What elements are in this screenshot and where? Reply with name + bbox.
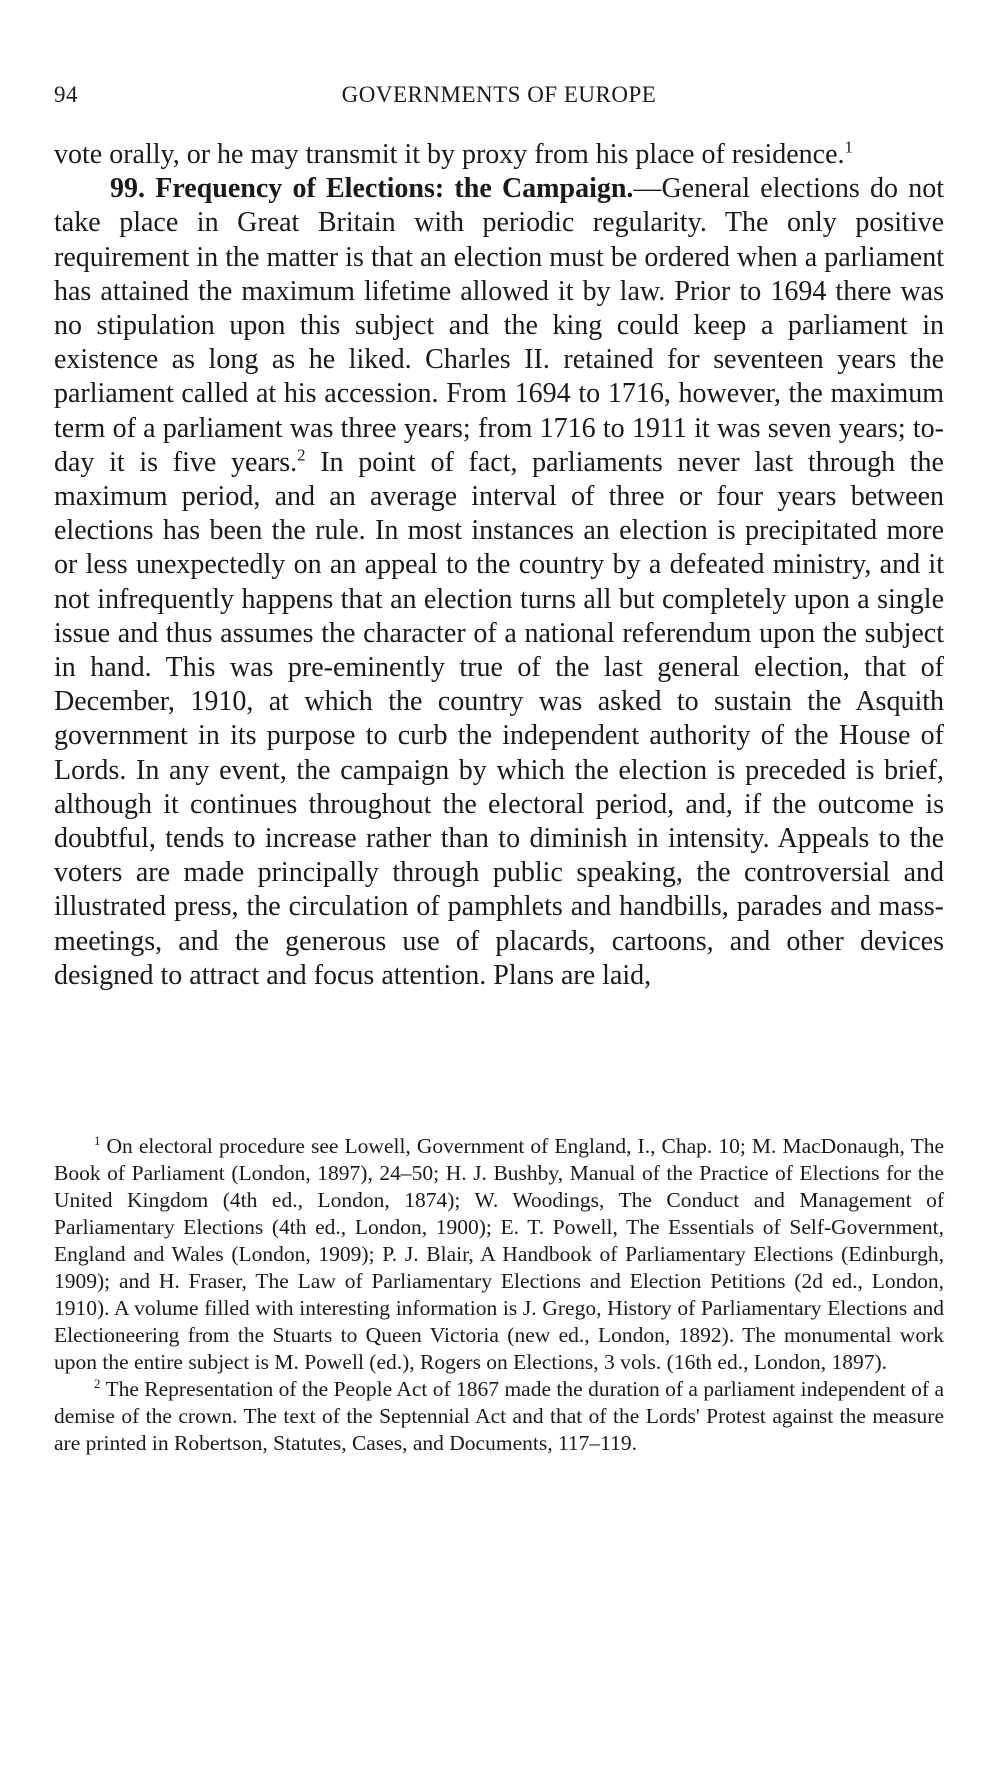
paragraph-section-99: [54, 172, 944, 993]
paragraph-text: vote orally, or he may transmit it by proxy from his place of residence.: [54, 139, 845, 170]
section-heading: 99. Frequency of Elections: the Campaign.: [110, 173, 634, 205]
page-header: [54, 82, 944, 116]
footnote: [54, 1376, 944, 1457]
body-text: [54, 138, 944, 993]
footnote: [54, 1133, 944, 1376]
paragraph-continuation: [54, 138, 944, 172]
footnote-text: On electoral procedure see Lowell, Government of England, I., Chap. 10; M. MacDonaugh, The Book of Parliament (London, 1897), 24–50; H. J. Bushby, Manual of the Practice of Elections for the United Kingdom (4th ed., London, 1874); W. Woodings, The Conduct and Management of Parliamentary Elections (4th ed., London, 1900); E. T. Powell, The Essentials of Self-Government, England and Wales (London, 1909); P. J. Blair, A Handbook of Parliamentary Elections (Edinburgh, 1909); and H. Fraser, The Law of Parliamentary Elections and Election Petitions (2d ed., London, 1910). A volume filled with interesting information is J. Grego, History of Parliamentary Elections and Electioneering from the Stuarts to Queen Victoria (new ed., London, 1892). The monumental work upon the entire subject is M. Powell (ed.), Rogers on Elections, 3 vols. (16th ed., London, 1897).: [54, 1134, 944, 1374]
footnotes: [54, 1133, 944, 1457]
footnote-text: The Representation of the People Act of 1867 made the duration of a parliament independent of a demise of the crown. The text of the Septennial Act and that of the Lords' Protest against the measure are printed in Robertson, Statutes, Cases, and Documents, 117–119.: [54, 1377, 944, 1455]
footnote-marker: 1: [94, 1133, 101, 1148]
paragraph-text: In point of fact, parliaments never last through the maximum period, and an average interval of three or four years between elections has been the rule. In most instances an election is precipitated more or less unexpectedly on an appeal to the country by a defeated ministry, and it not infrequently happens that an election turns all but completely upon a single issue and thus assumes the character of a national referendum upon the subject in hand. This was pre-eminently true of the last general election, that of December, 1910, at which the country was asked to sustain the Asquith government in its purpose to curb the independent authority of the House of Lords. In any event, the campaign by which the election is preceded is brief, although it continues throughout the electoral period, and, if the outcome is doubtful, tends to increase rather than to diminish in intensity. Appeals to the voters are made principally through public speaking, the controversial and illustrated press, the circulation of pamphlets and handbills, parades and mass-meetings, and the generous use of placards, cartoons, and other devices designed to attract and focus attention. Plans are laid,: [54, 446, 944, 991]
footnote-reference: 1: [844, 137, 853, 157]
page-number: 94: [54, 82, 78, 107]
paragraph-text: —General elections do not take place in Great Britain with periodic regularity. The only positive requirement in the matter is that an election must be ordered when a parliament has attained the maximum lifetime allowed it by law. Prior to 1694 there was no stipulation upon this subject and the king could keep a parliament in existence as long as he liked. Charles II. retained for seventeen years the parliament called at his accession. From 1694 to 1716, however, the maximum term of a parliament was three years; from 1716 to 1911 it was seven years; to-day it is five years.: [54, 173, 944, 478]
running-title: GOVERNMENTS OF EUROPE: [341, 82, 657, 107]
footnote-reference: 2: [297, 445, 306, 465]
footnote-marker: 2: [94, 1376, 101, 1391]
